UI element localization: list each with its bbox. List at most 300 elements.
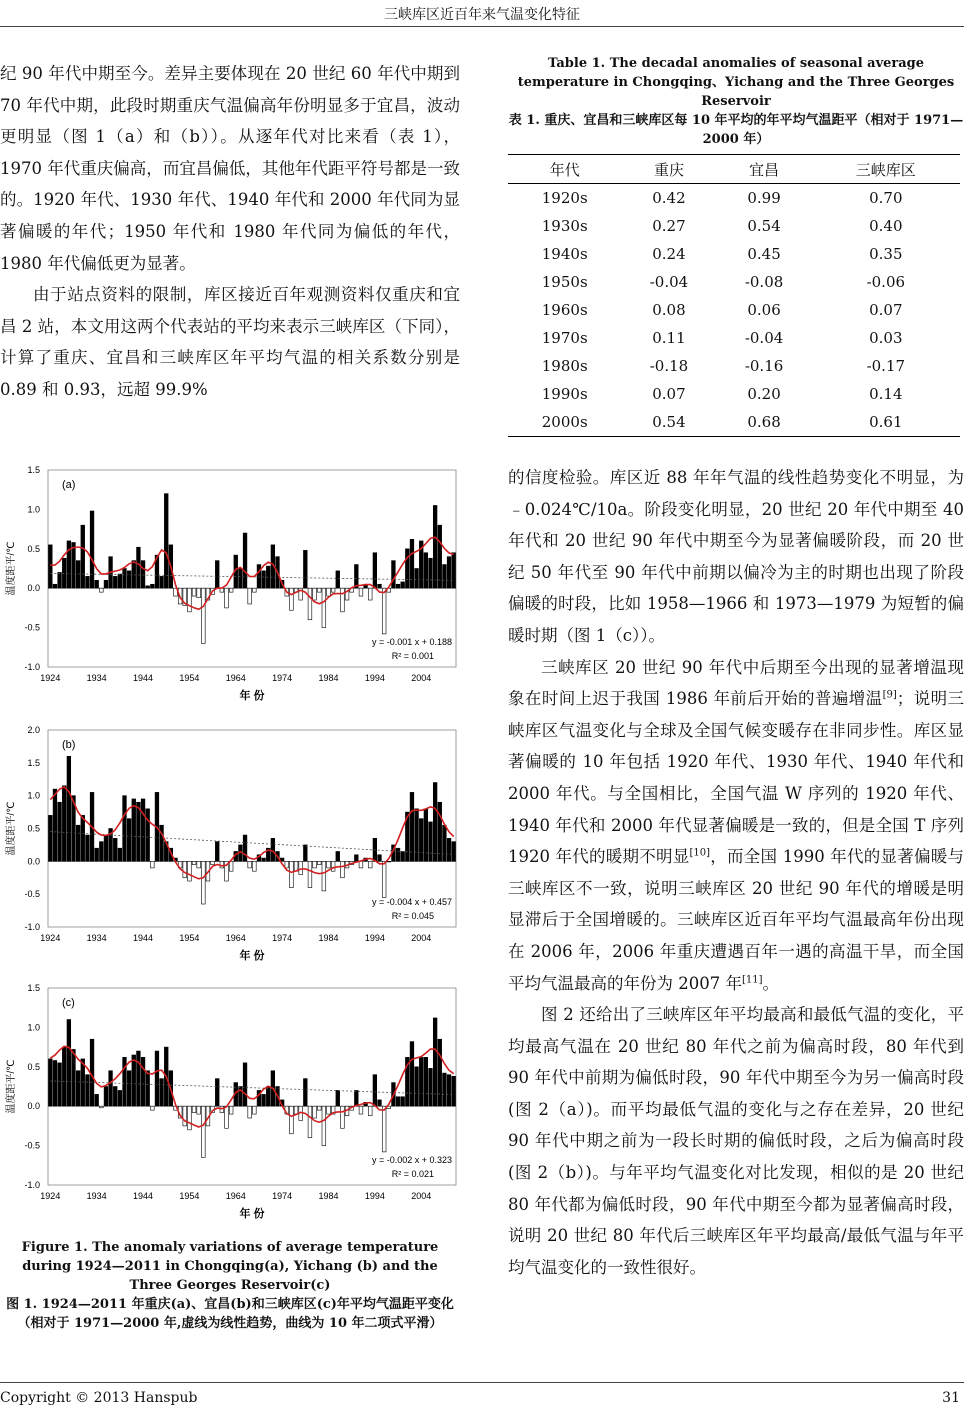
anomaly-bar xyxy=(443,825,447,861)
anomaly-bar xyxy=(452,553,456,588)
cell: -0.16 xyxy=(744,357,784,375)
anomaly-bar xyxy=(368,588,372,600)
anomaly-bar xyxy=(76,561,80,589)
anomaly-bar xyxy=(201,1106,205,1157)
anomaly-bar xyxy=(359,588,363,596)
anomaly-bar xyxy=(104,1087,108,1107)
anomaly-bar xyxy=(262,571,266,588)
cell: 0.20 xyxy=(747,385,781,403)
cell: -0.18 xyxy=(649,357,689,375)
table-caption xyxy=(508,54,964,149)
anomaly-bar xyxy=(86,835,90,861)
anomaly-bar xyxy=(146,1071,150,1106)
cell: 0.61 xyxy=(869,413,903,431)
anomaly-bar xyxy=(424,553,428,588)
anomaly-bar xyxy=(225,588,229,608)
anomaly-bar xyxy=(146,809,150,862)
anomaly-bar xyxy=(48,815,52,861)
anomaly-bar xyxy=(118,1090,122,1106)
anomaly-bar xyxy=(313,588,317,600)
anomaly-bar xyxy=(197,588,201,597)
anomaly-bar xyxy=(188,1106,192,1130)
x-tick-label: 1964 xyxy=(225,933,246,943)
anomaly-bar xyxy=(53,584,57,588)
anomaly-bar xyxy=(331,861,335,871)
anomaly-bar xyxy=(160,1079,164,1107)
y-tick-label: 2.0 xyxy=(27,725,40,735)
y-tick-label: 1.0 xyxy=(27,504,40,515)
anomaly-bar xyxy=(141,799,145,861)
anomaly-bar xyxy=(229,588,233,592)
anomaly-bar xyxy=(137,1051,141,1106)
anomaly-bar xyxy=(53,1060,57,1106)
col-header-yichang: 宜昌 xyxy=(749,160,780,179)
anomaly-bar xyxy=(81,815,85,861)
anomaly-bar xyxy=(248,861,252,868)
x-tick-label: 1984 xyxy=(318,673,339,683)
cell: 2000s xyxy=(541,413,588,431)
cell: 0.03 xyxy=(869,329,903,347)
anomaly-bar xyxy=(341,588,345,612)
anomaly-bar xyxy=(438,802,442,861)
anomaly-bar xyxy=(118,848,122,861)
anomaly-bar xyxy=(396,1097,400,1106)
y-tick-label: -0.5 xyxy=(24,889,40,900)
anomaly-bar xyxy=(243,835,247,861)
anomaly-bar xyxy=(127,571,131,588)
anomaly-bar xyxy=(373,1075,377,1107)
anomaly-bar xyxy=(327,861,331,868)
anomaly-bar xyxy=(368,861,372,868)
anomaly-bar xyxy=(197,861,201,868)
anomaly-bar xyxy=(62,1047,66,1106)
anomaly-bar xyxy=(354,1090,358,1106)
anomaly-bar xyxy=(67,756,71,861)
x-tick-label: 1944 xyxy=(133,933,154,943)
col-header-chongqing: 重庆 xyxy=(653,160,684,179)
chart-panel-b xyxy=(0,722,464,977)
anomaly-bar xyxy=(285,861,289,868)
anomaly-bar xyxy=(313,1106,317,1118)
anomaly-bar xyxy=(378,855,382,862)
anomaly-bar xyxy=(317,861,321,864)
figure-caption-cn: 图 1. 1924—2011 年重庆(a)、宜昌(b)和三峡库区(c)年平均气温距平变化（相对于 1971—2000 年,虚线为线性趋势，曲线为 10 年二项式平滑） xyxy=(6,1297,454,1331)
anomaly-bar xyxy=(72,1049,76,1106)
paragraph-4-part-2: ；说明三峡库区气温变化与全球及全国气候变暖存在非同步性。库区显著偏暖的 10 年包括 1920 年代、1930 年代、1940 年代和 2000 年代。与全国相比，全国气温 W 序列的 1920 年代、1940 年代和 2000 年代显著偏暖是一致的，但是全国 T 序列 1920 年代的暖期不明显 xyxy=(508,689,964,867)
anomaly-bar xyxy=(303,1079,307,1107)
anomaly-bar xyxy=(401,582,405,588)
anomaly-bar xyxy=(58,572,62,588)
cell: 0.54 xyxy=(652,413,686,431)
x-tick-label: 2004 xyxy=(411,673,432,683)
x-tick-label: 1924 xyxy=(40,933,61,943)
anomaly-bar xyxy=(109,1071,113,1106)
x-tick-label: 2004 xyxy=(411,933,432,943)
cell: 1970s xyxy=(541,329,588,347)
table-caption-en: Table 1. The decadal anomalies of seasonal average temperature in Chongqing、Yichang and the Three Georges Reservoir xyxy=(517,56,955,109)
smoothed-curve xyxy=(50,787,453,879)
cell: 0.14 xyxy=(869,385,903,403)
cell: 1960s xyxy=(541,301,588,319)
anomaly-bar xyxy=(410,792,414,861)
x-tick-label: 1954 xyxy=(179,673,200,683)
y-tick-label: -1.0 xyxy=(24,922,40,932)
anomaly-bar xyxy=(160,576,164,588)
anomaly-bar xyxy=(317,1106,321,1110)
anomaly-bar xyxy=(322,588,326,627)
panel-label: (a) xyxy=(62,479,76,491)
anomaly-bar xyxy=(327,1106,331,1114)
right-column-text xyxy=(508,462,964,1283)
x-tick-label: 1934 xyxy=(86,933,107,943)
anomaly-bar xyxy=(215,1079,219,1107)
anomaly-bar xyxy=(132,561,136,589)
anomaly-bar xyxy=(155,1051,159,1106)
table-row xyxy=(508,240,960,268)
y-tick-label: 0.0 xyxy=(27,856,40,867)
anomaly-bar xyxy=(429,1068,433,1106)
anomaly-bar xyxy=(322,861,326,891)
y-axis-label: 温度距平/℃ xyxy=(6,541,17,596)
cell: 0.40 xyxy=(869,217,903,235)
anomaly-bar xyxy=(62,786,66,862)
y-tick-label: -1.0 xyxy=(24,1180,40,1190)
anomaly-bar xyxy=(392,561,396,589)
chart-panel-c xyxy=(0,980,464,1235)
y-tick-label: 0.5 xyxy=(27,543,40,554)
anomaly-bar xyxy=(86,1075,90,1107)
x-tick-label: 1994 xyxy=(364,933,385,943)
anomaly-bar xyxy=(104,835,108,861)
anomaly-bar xyxy=(405,549,409,588)
anomaly-bar xyxy=(419,819,423,862)
anomaly-bar xyxy=(410,539,414,588)
y-tick-label: 0.5 xyxy=(27,1061,40,1072)
anomaly-bar xyxy=(137,802,141,861)
paragraph-5: 图 2 还给出了三峡库区年平均最高和最低气温的变化，平均最高气温在 20 世纪 80 年代之前为偏高时段，80 年代到 90 年代中前期为偏低时段，90 年代中期至今为另一偏高时段(图 2（a）)。而平均最低气温的变化与之存在差异，20 世纪 90 年代中期之前为一段长时期的偏低时段，之后为偏高时段(图 2（b）)。与年平均气温变化对比发现，相似的是 20 世纪 80 年代都为偏低时段，90 年代中期至今都为显著偏高时段，说明 20 世纪 80 年代后三峡库区年平均最高/最低气温与年平均气温变化的一致性很好。 xyxy=(508,1005,964,1277)
anomaly-bar xyxy=(331,588,335,592)
cell: 1990s xyxy=(541,385,588,403)
anomaly-bar xyxy=(433,783,437,862)
anomaly-bar xyxy=(150,584,154,588)
paragraph-4-part-1: 三峡库区 20 世纪 90 年代中后期至今出现的显著增温现象在时间上迟于我国 1986 年前后开始的普遍增温 xyxy=(508,657,964,709)
col-header-reservoir: 三峡库区 xyxy=(855,160,916,179)
x-axis-label: 年 份 xyxy=(239,1208,265,1220)
anomaly-bar xyxy=(447,557,451,589)
chart-panel-a xyxy=(0,462,464,717)
cell: 0.68 xyxy=(747,413,781,431)
anomaly-bar xyxy=(354,855,358,862)
anomaly-bar xyxy=(341,1106,345,1128)
anomaly-bar xyxy=(359,1106,363,1114)
anomaly-bar xyxy=(99,1106,103,1108)
anomaly-bar xyxy=(81,1059,85,1106)
anomaly-bar xyxy=(188,588,192,612)
anomaly-bar xyxy=(67,541,71,588)
y-tick-label: 1.5 xyxy=(27,983,40,993)
anomaly-bar xyxy=(48,1059,52,1106)
anomaly-bar xyxy=(123,569,127,589)
x-tick-label: 1934 xyxy=(86,1191,107,1201)
x-tick-label: 1964 xyxy=(225,1191,246,1201)
paragraph-4-part-3: ，而全国 1990 年代的显著偏暖与三峡库区不一致，说明三峡库区 20 世纪 90 年代的增暖是明显滞后于全国增暖的。三峡库区近百年平均气温最高年份出现在 2006 年，2006 年重庆遭遇百年一遇的高温干旱，而全国平均气温最高的年份为 2007 年 xyxy=(508,847,964,993)
anomaly-bar xyxy=(248,588,252,604)
anomaly-bar xyxy=(419,1057,423,1106)
table-row xyxy=(508,184,960,213)
anomaly-bar xyxy=(252,861,256,871)
left-column-text xyxy=(0,58,460,406)
anomaly-bar xyxy=(113,838,117,861)
x-tick-label: 1934 xyxy=(86,673,107,683)
cell: 0.07 xyxy=(869,301,903,319)
anomaly-bar xyxy=(99,588,103,592)
anomaly-bar xyxy=(113,1087,117,1107)
anomaly-bar xyxy=(164,494,168,589)
anomaly-bar xyxy=(76,825,80,861)
anomaly-bar xyxy=(336,851,340,861)
x-tick-label: 1974 xyxy=(272,933,293,943)
table-row xyxy=(508,212,960,240)
y-tick-label: 0.0 xyxy=(27,1101,40,1112)
col-header-decade: 年代 xyxy=(549,160,580,179)
x-tick-label: 1954 xyxy=(179,1191,200,1201)
anomaly-bar xyxy=(401,1097,405,1106)
anomaly-bar xyxy=(141,1057,145,1106)
cell: 1950s xyxy=(541,273,588,291)
table-caption-cn: 表 1. 重庆、宜昌和三峡库区每 10 年平均的年平均气温距平（相对于 1971—2000 年） xyxy=(508,113,964,147)
cell: -0.08 xyxy=(744,273,784,291)
citation-10: [10] xyxy=(689,847,711,859)
anomaly-bar xyxy=(252,1106,256,1114)
figure-caption-en: Figure 1. The anomaly variations of average temperature during 1924—2011 in Chongqing(a), Yichang (b) and the Three Georges Reservoir(c) xyxy=(21,1240,439,1293)
cell: 0.08 xyxy=(652,301,686,319)
anomaly-bar xyxy=(104,580,108,588)
anomaly-bar xyxy=(113,576,117,588)
anomaly-bar xyxy=(382,1106,386,1152)
y-tick-label: -0.5 xyxy=(24,622,40,633)
x-tick-label: 1984 xyxy=(318,1191,339,1201)
anomaly-bar xyxy=(433,505,437,588)
x-axis-label: 年 份 xyxy=(239,690,265,702)
r-squared: R² = 0.001 xyxy=(391,651,434,661)
cell: -0.04 xyxy=(744,329,784,347)
anomaly-bar xyxy=(452,842,456,862)
anomaly-bar xyxy=(95,1094,99,1106)
anomaly-bar xyxy=(146,586,150,588)
anomaly-bar xyxy=(308,861,312,887)
x-axis-label: 年 份 xyxy=(239,950,265,962)
cell: 0.45 xyxy=(747,245,781,263)
anomaly-bar xyxy=(132,1055,136,1106)
panel-label: (c) xyxy=(62,997,75,1009)
anomaly-bar xyxy=(410,1042,414,1107)
decadal-anomaly-table xyxy=(508,154,960,437)
cell: 0.07 xyxy=(652,385,686,403)
citation-9: [9] xyxy=(882,689,897,701)
y-axis-label: 温度距平/℃ xyxy=(6,801,17,856)
anomaly-bar xyxy=(141,561,145,589)
anomaly-bar xyxy=(132,799,136,861)
anomaly-bar xyxy=(415,809,419,862)
anomaly-bar xyxy=(396,848,400,861)
r-squared: R² = 0.045 xyxy=(391,911,434,921)
paragraph-4 xyxy=(508,652,964,1000)
x-tick-label: 1964 xyxy=(225,673,246,683)
panel-label: (b) xyxy=(62,739,76,751)
paragraph-3: 的信度检验。库区近 88 年年气温的线性趋势变化不明显，为﹣0.024℃/10a。阶段变化明显，20 世纪 20 年代中期至 40 年代和 20 世纪 90 年代中期至今为显著偏暖阶段，而 20 世纪 50 年代至 90 年代中前期以偏冷为主的时期也出现了阶段偏暖的时段，比如 1958—1966 和 1973—1979 为短暂的偏暖时期（图 1（c））。 xyxy=(508,468,964,645)
anomaly-bar xyxy=(341,861,345,877)
running-head: 三峡库区近百年来气温变化特征 xyxy=(384,7,580,23)
trend-equation: y = -0.004 x + 0.457 xyxy=(371,897,452,907)
paragraph-2: 由于站点资料的限制，库区接近百年观测资料仅重庆和宜昌 2 站，本文用这两个代表站的平均来表示三峡库区（下同），计算了重庆、宜昌和三峡库区年平均气温的相关系数分别是 0.89 和 0.93，远超 99.9% xyxy=(0,285,460,399)
x-tick-label: 2004 xyxy=(411,1191,432,1201)
anomaly-bar xyxy=(290,861,294,887)
anomaly-bar xyxy=(215,561,219,589)
cell: 1940s xyxy=(541,245,588,263)
y-tick-label: 1.0 xyxy=(27,790,40,801)
citation-11: [11] xyxy=(741,974,763,985)
anomaly-bar xyxy=(447,838,451,861)
anomaly-bar xyxy=(429,558,433,588)
x-tick-label: 1944 xyxy=(133,673,154,683)
anomaly-bar xyxy=(313,861,317,868)
anomaly-bar xyxy=(252,588,256,592)
x-tick-label: 1974 xyxy=(272,1191,293,1201)
figure-caption xyxy=(0,1238,460,1333)
x-tick-label: 1974 xyxy=(272,673,293,683)
x-tick-label: 1984 xyxy=(318,933,339,943)
anomaly-bar xyxy=(201,588,205,643)
table-row xyxy=(508,380,960,408)
anomaly-bar xyxy=(99,842,103,862)
anomaly-bar xyxy=(58,1063,62,1106)
anomaly-bar xyxy=(327,588,331,596)
anomaly-bar xyxy=(95,580,99,588)
anomaly-bar xyxy=(443,565,447,589)
anomaly-bar xyxy=(62,558,66,588)
header-rule xyxy=(0,26,964,27)
cell: 0.35 xyxy=(869,245,903,263)
y-tick-label: 0.5 xyxy=(27,823,40,834)
anomaly-bar xyxy=(368,1106,372,1115)
x-tick-label: 1954 xyxy=(179,933,200,943)
x-tick-label: 1924 xyxy=(40,1191,61,1201)
anomaly-bar xyxy=(290,588,294,610)
anomaly-bar xyxy=(72,542,76,588)
footer-copyright: Copyright © 2013 Hanspub xyxy=(0,1390,198,1406)
anomaly-bar xyxy=(452,1076,456,1106)
anomaly-bar xyxy=(378,1100,382,1106)
anomaly-bar xyxy=(438,1039,442,1106)
anomaly-bar xyxy=(415,1067,419,1106)
anomaly-bar xyxy=(396,584,400,588)
anomaly-bar xyxy=(201,861,205,904)
anomaly-bar xyxy=(443,1073,447,1106)
table-row xyxy=(508,268,960,296)
x-tick-label: 1994 xyxy=(364,1191,385,1201)
y-tick-label: 1.0 xyxy=(27,1022,40,1033)
x-tick-label: 1944 xyxy=(133,1191,154,1201)
cell: -0.04 xyxy=(649,273,689,291)
anomaly-bar xyxy=(95,848,99,861)
anomaly-bar xyxy=(290,1106,294,1134)
cell: 1980s xyxy=(541,357,588,375)
table-row xyxy=(508,352,960,380)
anomaly-bar xyxy=(424,809,428,862)
anomaly-bar xyxy=(424,1057,428,1106)
anomaly-bar xyxy=(387,861,391,862)
anomaly-bar xyxy=(438,525,442,588)
anomaly-bar xyxy=(81,525,85,588)
anomaly-bar xyxy=(257,565,261,589)
anomaly-bar xyxy=(429,822,433,861)
y-tick-label: 0.0 xyxy=(27,583,40,594)
anomaly-bar xyxy=(239,569,243,589)
table-header-row xyxy=(508,155,960,184)
anomaly-bar xyxy=(354,565,358,589)
paragraph-1: 纪 90 年代中期至今。差异主要体现在 20 世纪 60 年代中期到 70 年代中期，此段时期重庆气温偏高年份明显多于宜昌，波动更明显（图 1（a）和（b））。从逐年代对比来看（表 1），1970 年代重庆偏高，而宜昌偏低，其他年代距平符号都是一致的。1920 年代、1930 年代、1940 年代和 2000 年代同为显著偏暖的年代；1950 年代和 1980 年代同为偏低的年代，1980 年代偏低更为显著。 xyxy=(0,64,460,273)
cell: 0.99 xyxy=(747,189,781,207)
anomaly-bar xyxy=(359,861,363,868)
anomaly-bar xyxy=(183,1106,187,1126)
anomaly-bar xyxy=(336,1090,340,1106)
x-tick-label: 1994 xyxy=(364,673,385,683)
y-axis-label: 温度距平/℃ xyxy=(6,1059,17,1114)
anomaly-bar xyxy=(266,1087,270,1107)
anomaly-bar xyxy=(433,1018,437,1106)
cell: 0.06 xyxy=(747,301,781,319)
anomaly-bar xyxy=(127,819,131,862)
anomaly-bar xyxy=(192,1106,196,1112)
anomaly-bar xyxy=(137,547,141,588)
table-row xyxy=(508,324,960,352)
paragraph-4-part-4: 。 xyxy=(762,973,780,993)
anomaly-bar xyxy=(150,861,154,868)
anomaly-bar xyxy=(303,845,307,861)
anomaly-bar xyxy=(262,1094,266,1106)
anomaly-bar xyxy=(308,588,312,620)
cell: 0.42 xyxy=(652,189,686,207)
x-tick-label: 1924 xyxy=(40,673,61,683)
anomaly-bar xyxy=(317,588,321,592)
footer-rule xyxy=(0,1382,964,1383)
cell: 0.54 xyxy=(747,217,781,235)
y-tick-label: -1.0 xyxy=(24,662,40,672)
anomaly-bar xyxy=(378,584,382,588)
cell: 0.70 xyxy=(869,189,903,207)
anomaly-bar xyxy=(336,571,340,588)
anomaly-bar xyxy=(123,796,127,862)
anomaly-bar xyxy=(53,789,57,861)
cell: 1920s xyxy=(541,189,588,207)
anomaly-bar xyxy=(271,838,275,861)
anomaly-bar xyxy=(86,576,90,588)
anomaly-bar xyxy=(76,1071,80,1106)
cell: 0.27 xyxy=(652,217,686,235)
table-row xyxy=(508,408,960,437)
y-tick-label: 1.5 xyxy=(27,465,40,475)
anomaly-bar xyxy=(294,1106,298,1114)
anomaly-bar xyxy=(225,1106,229,1128)
table-row xyxy=(508,296,960,324)
anomaly-bar xyxy=(303,550,307,588)
anomaly-bar xyxy=(123,1057,127,1106)
anomaly-bar xyxy=(382,588,386,634)
page-number: 31 xyxy=(942,1390,960,1406)
anomaly-bar xyxy=(262,858,266,861)
anomaly-bar xyxy=(192,861,196,864)
y-tick-label: 1.5 xyxy=(27,757,40,768)
